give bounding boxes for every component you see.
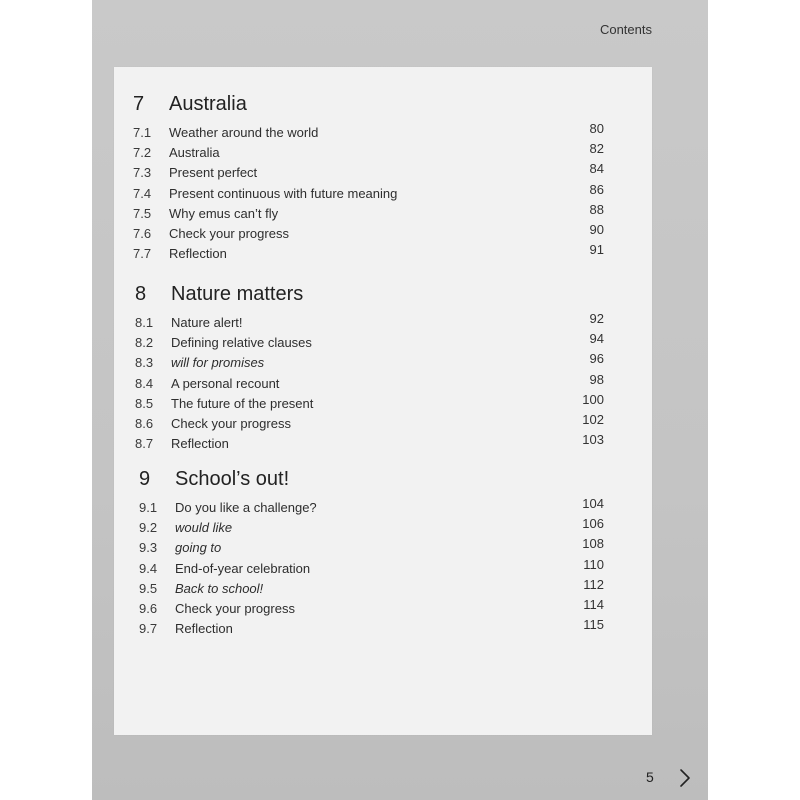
lesson-title: Check your progress (175, 600, 295, 616)
lesson-page: 110 (583, 556, 604, 572)
lesson-number: 9.1 (139, 500, 158, 515)
lesson-title: Weather around the world (169, 125, 319, 140)
lesson-title: Reflection (171, 436, 229, 452)
lesson-row[interactable] (139, 536, 652, 556)
lesson-number: 7.7 (133, 246, 152, 262)
lesson-number: 8.7 (135, 436, 154, 452)
unit-heading (133, 93, 247, 121)
lesson-title: Defining relative clauses (171, 335, 312, 351)
lesson-title: The future of the present (171, 395, 314, 411)
lesson-title: End-of-year celebration (175, 560, 311, 576)
lesson-page: 102 (582, 411, 604, 427)
lesson-page: 104 (582, 496, 604, 511)
lesson-row[interactable] (135, 432, 652, 452)
lesson-title: Check your progress (171, 415, 291, 431)
lesson-number: 7.1 (133, 125, 152, 140)
lesson-number: 8.3 (135, 355, 154, 371)
lesson-title: going to (175, 540, 222, 556)
lesson-row[interactable] (133, 242, 652, 262)
lesson-row[interactable] (135, 372, 652, 392)
lesson-number: 7.3 (133, 165, 152, 181)
lesson-page: 112 (583, 576, 604, 592)
lesson-number: 9.6 (139, 600, 158, 616)
lesson-page: 98 (589, 371, 604, 387)
lesson-page: 86 (589, 181, 604, 197)
unit-title: School’s out! (175, 468, 290, 490)
lesson-title: Check your progress (169, 225, 289, 241)
lesson-row[interactable] (133, 202, 652, 222)
lesson-title: will for promises (171, 355, 265, 371)
lesson-row[interactable] (135, 412, 652, 432)
lesson-number: 8.1 (135, 315, 154, 330)
lesson-page: 115 (583, 617, 604, 633)
lesson-number: 8.6 (135, 415, 154, 431)
lesson-row[interactable] (133, 121, 652, 141)
lesson-row[interactable] (139, 516, 652, 536)
unit-number: 8 (135, 283, 147, 305)
page-number: 5 (646, 769, 654, 785)
lesson-title: would like (175, 520, 233, 536)
lesson-number: 9.4 (139, 560, 158, 576)
lesson-number: 7.4 (133, 185, 152, 201)
unit-heading (135, 283, 303, 311)
lesson-title: Back to school! (175, 580, 264, 596)
lesson-page: 108 (582, 536, 604, 552)
unit-number: 9 (139, 468, 151, 490)
lesson-row[interactable] (139, 597, 652, 617)
lesson-row[interactable] (135, 331, 652, 351)
section-label: Contents (599, 22, 652, 37)
lesson-row[interactable] (133, 222, 652, 242)
lesson-page: 100 (582, 391, 604, 407)
lesson-row[interactable] (139, 496, 652, 516)
lesson-page: 94 (589, 331, 604, 347)
lesson-number: 9.3 (139, 540, 158, 556)
lesson-list (133, 121, 652, 262)
lesson-number: 9.2 (139, 520, 158, 536)
lesson-list (135, 311, 652, 452)
unit-title: Australia (169, 93, 247, 115)
lesson-page: 103 (582, 432, 604, 448)
lesson-title: A personal recount (171, 375, 280, 391)
lesson-title: Present continuous with future meaning (169, 185, 398, 201)
lesson-list (139, 496, 652, 637)
lesson-title: Present perfect (169, 165, 258, 181)
lesson-number: 8.4 (135, 375, 154, 391)
lesson-number: 7.6 (133, 225, 152, 241)
lesson-row[interactable] (135, 392, 652, 412)
lesson-row[interactable] (139, 617, 652, 637)
contents-panel (114, 67, 652, 735)
lesson-row[interactable] (135, 311, 652, 331)
chevron-right-icon[interactable] (678, 768, 692, 788)
lesson-page: 91 (589, 242, 604, 258)
lesson-row[interactable] (139, 577, 652, 597)
lesson-number: 9.7 (139, 621, 158, 637)
lesson-page: 84 (589, 161, 604, 177)
lesson-row[interactable] (133, 161, 652, 181)
lesson-number: 8.5 (135, 395, 154, 411)
unit-number: 7 (133, 93, 145, 115)
lesson-page: 80 (589, 121, 604, 136)
lesson-number: 9.5 (139, 580, 158, 596)
lesson-row[interactable] (139, 557, 652, 577)
lesson-title: Do you like a challenge? (175, 500, 317, 515)
lesson-title: Australia (169, 145, 220, 161)
lesson-page: 90 (589, 221, 604, 237)
lesson-row[interactable] (135, 351, 652, 371)
lesson-page: 114 (583, 596, 604, 612)
unit-title: Nature matters (171, 283, 304, 305)
lesson-page: 96 (589, 351, 604, 367)
unit-heading (139, 468, 289, 496)
lesson-title: Reflection (175, 621, 233, 637)
lesson-title: Reflection (169, 246, 227, 262)
lesson-page: 88 (589, 201, 604, 217)
lesson-page: 92 (589, 311, 604, 326)
lesson-row[interactable] (133, 141, 652, 161)
lesson-row[interactable] (133, 182, 652, 202)
lesson-number: 7.5 (133, 205, 152, 221)
lesson-number: 8.2 (135, 335, 154, 351)
lesson-page: 106 (582, 516, 604, 532)
lesson-title: Nature alert! (171, 315, 243, 330)
lesson-title: Why emus can’t fly (169, 205, 279, 221)
lesson-number: 7.2 (133, 145, 152, 161)
lesson-page: 82 (589, 141, 604, 157)
